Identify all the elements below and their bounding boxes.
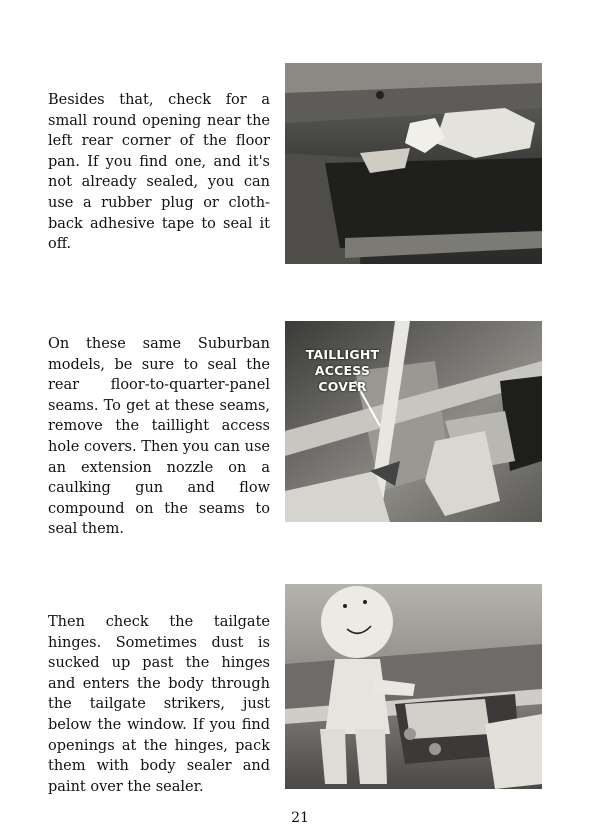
photo-floor-pan-sealing xyxy=(285,63,542,264)
photo-tailgate-hinge-figure xyxy=(285,584,542,789)
paragraph-floor-pan-opening: Besides that, check for a small round opening near the left rear corner of the floor pan. If you find one, and it's not already sealed, you can use a rubber plug or cloth-back adhesive tape to seal it off. xyxy=(48,92,270,253)
callout-line-2: COVER xyxy=(318,379,367,394)
taillight-access-cover-callout xyxy=(285,347,400,395)
photo-taillight-access-cover xyxy=(285,321,542,522)
paragraph-tailgate-hinges: Then check the tailgate hinges. Sometimes dust is sucked up past the hinges and enters the body through the tailgate strikers, just below the window. If you find openings at the hinges, pack them with body sealer and paint over the sealer. xyxy=(48,614,270,795)
callout-line-1: TAILLIGHT ACCESS xyxy=(305,347,380,378)
paragraph-quarter-panel-seams: On these same Suburban models, be sure to seal the rear floor-to-quarter-panel seams. To get at these seams, remove the taillight access hole covers. Then you can use an extension nozzle on a caulking gun and flow compound on the seams to seal them. xyxy=(48,336,270,538)
page-number: 21 xyxy=(291,810,309,826)
